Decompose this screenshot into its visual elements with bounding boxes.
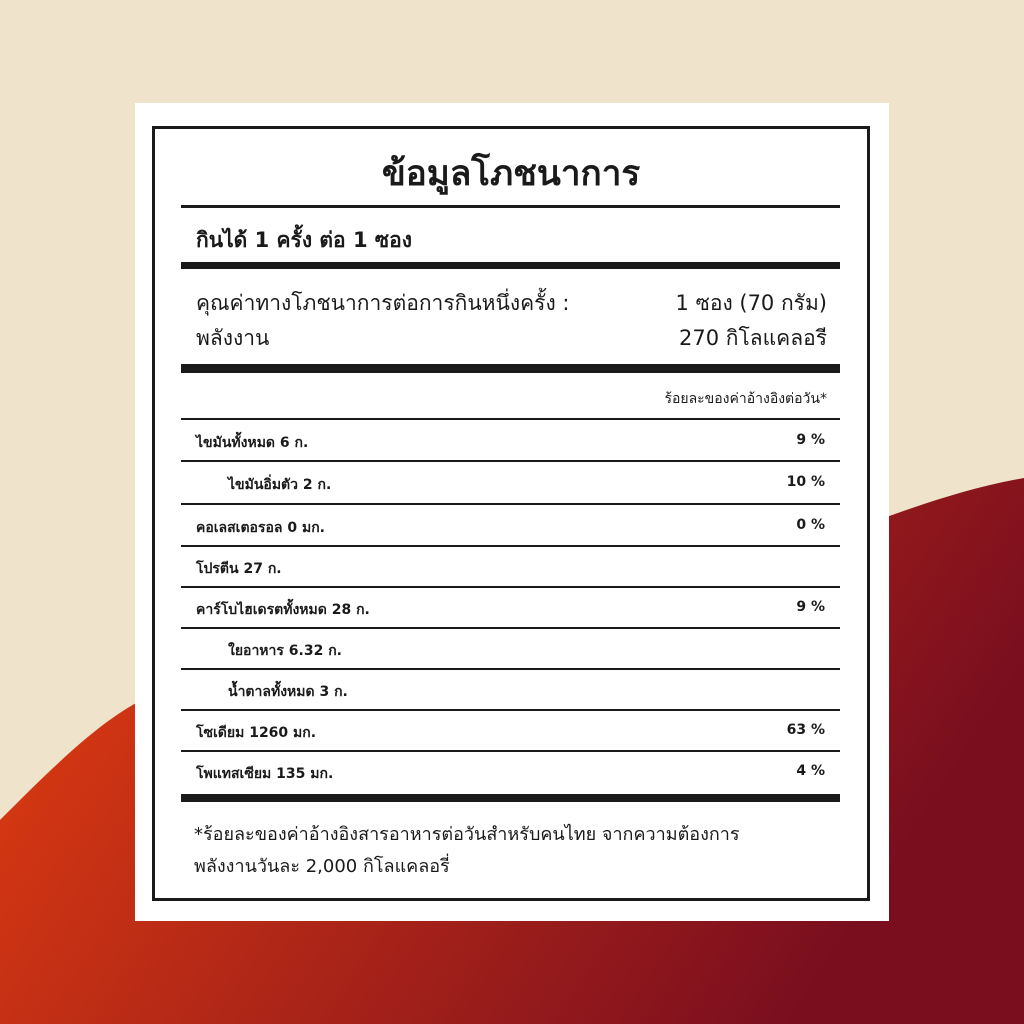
thick-divider — [181, 262, 840, 269]
nutrient-name: น้ำตาลทั้งหมด 3 ก. — [228, 684, 348, 700]
nutrient-percent: 9 % — [796, 432, 825, 448]
row-divider — [181, 750, 840, 752]
nutrient-name: คอเลสเตอรอล 0 มก. — [196, 520, 325, 536]
nutrient-name: โปรตีน 27 ก. — [196, 561, 282, 577]
nutrient-name: โซเดียม 1260 มก. — [196, 725, 317, 741]
energy-label: พลังงาน — [196, 326, 270, 350]
nutrient-name: ใยอาหาร 6.32 ก. — [228, 643, 343, 659]
daily-value-header: ร้อยละของค่าอ้างอิงต่อวัน* — [664, 391, 827, 407]
per-serving-label: คุณค่าทางโภชนาการต่อการกินหนึ่งครั้ง : — [196, 291, 570, 315]
nutrient-name: ไขมันทั้งหมด 6 ก. — [196, 435, 309, 451]
footnote-line-1: *ร้อยละของค่าอ้างอิงสารอาหารต่อวันสำหรับคนไทย จากความต้องการ — [194, 824, 740, 845]
row-divider — [181, 545, 840, 547]
serving-info: กินได้ 1 ครั้ง ต่อ 1 ซอง — [196, 228, 412, 252]
nutrient-percent: 4 % — [796, 763, 825, 779]
row-divider — [181, 418, 840, 420]
nutrient-name: คาร์โบไฮเดรตทั้งหมด 28 ก. — [196, 602, 370, 618]
nutrient-percent: 0 % — [796, 517, 825, 533]
row-divider — [181, 668, 840, 670]
footnote-line-2: พลังงานวันละ 2,000 กิโลแคลอรี่ — [194, 856, 450, 877]
label-title: ข้อมูลโภชนาการ — [381, 154, 641, 194]
row-divider — [181, 460, 840, 462]
nutrient-percent: 9 % — [796, 599, 825, 615]
thick-divider — [181, 364, 840, 373]
thick-divider — [181, 794, 840, 802]
row-divider — [181, 709, 840, 711]
nutrient-name: โพแทสเซียม 135 มก. — [196, 766, 334, 782]
divider — [181, 205, 840, 208]
nutrient-percent: 10 % — [786, 474, 825, 490]
row-divider — [181, 627, 840, 629]
row-divider — [181, 503, 840, 505]
energy-value: 270 กิโลแคลอรี — [679, 326, 827, 350]
nutrient-name: ไขมันอิ่มตัว 2 ก. — [228, 477, 332, 493]
nutrient-percent: 63 % — [786, 722, 825, 738]
row-divider — [181, 586, 840, 588]
per-serving-value: 1 ซอง (70 กรัม) — [675, 291, 827, 315]
